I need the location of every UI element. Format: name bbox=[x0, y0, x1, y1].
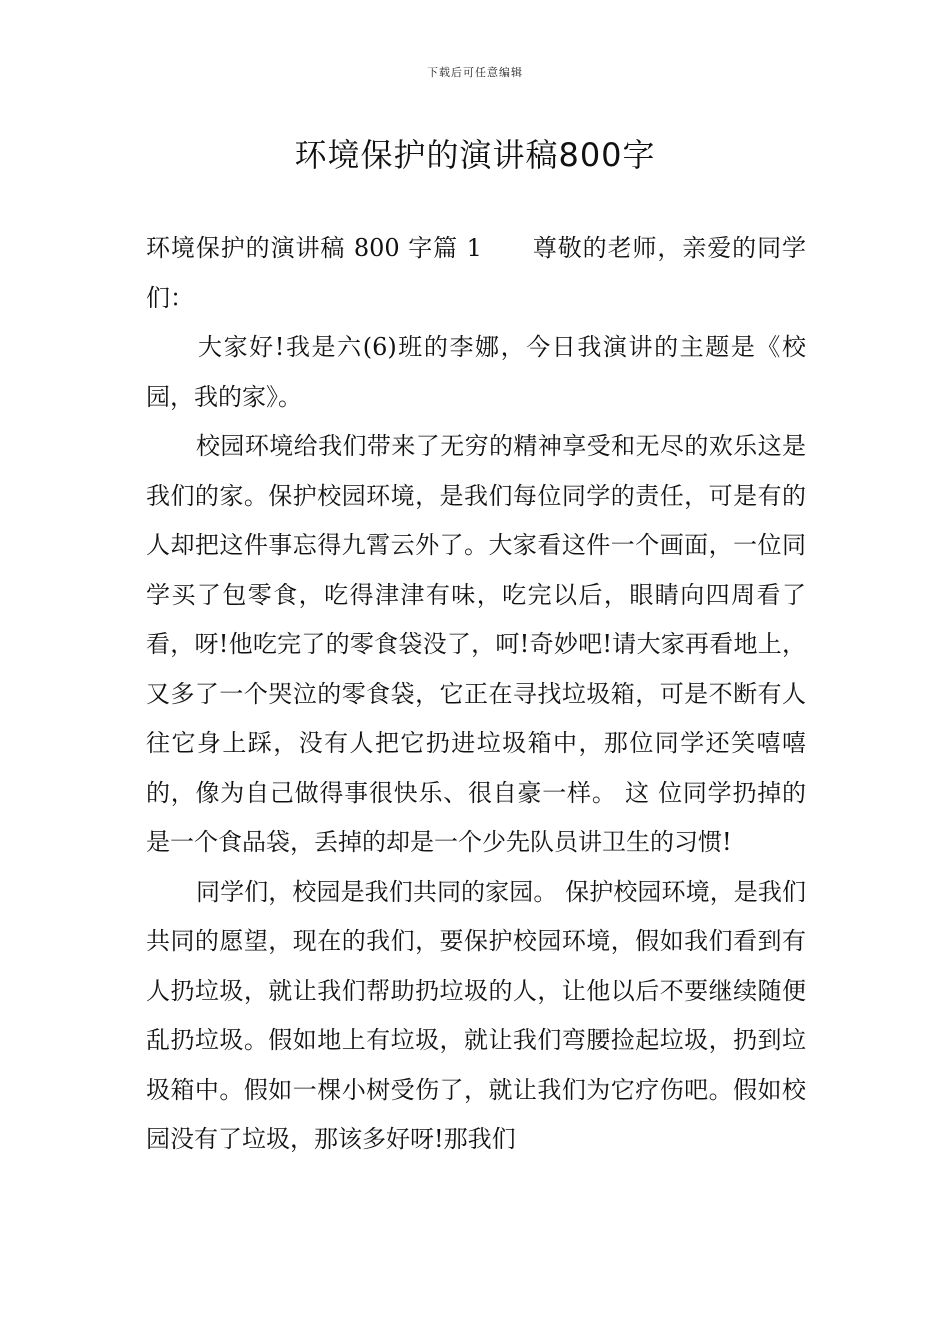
document-title: 环境保护的演讲稿800字 bbox=[294, 136, 656, 174]
section-heading: 环境保护的演讲稿 800 字篇 1 bbox=[146, 234, 482, 262]
greeting-paragraph: 大家好!我是六(6)班的李娜，今日我演讲的主题是《校园，我的家》。 bbox=[146, 333, 806, 411]
opening-paragraph bbox=[146, 224, 806, 323]
header-note: 下载后可任意编辑 bbox=[427, 66, 523, 79]
body-paragraph-1: 校园环境给我们带来了无穷的精神享受和无尽的欢乐这是我们的家。保护校园环境，是我们每位同学的责任，可是有的人却把这件事忘得九霄云外了。大家看这件一个画面，一位同学买了包零食，吃得津津有味，吃完以后，眼睛向四周看了看，呀!他吃完了的零食袋没了，呵!奇妙吧!请大家再看地上，又多了一个哭泣的零食袋，它正在寻找垃圾箱，可是不断有人往它身上踩，没有人把它扔进垃圾箱中，那位同学还笑嘻嘻的，像为自己做得事很快乐、很自豪一样。 这 位同学扔掉的是一个食品袋，丢掉的却是一个少先队员讲卫生的习惯! bbox=[146, 432, 806, 856]
body-paragraph-2: 同学们，校园是我们共同的家园。 保护校园环境，是我们共同的愿望，现在的我们，要保护校园环境，假如我们看到有人扔垃圾，就让我们帮助扔垃圾的人，让他以后不要继续随便乱扔垃圾。假如地上有垃圾，就让我们弯腰捡起垃圾，扔到垃圾箱中。假如一棵小树受伤了，就让我们为它疗伤吧。假如校园没有了垃圾，那该多好呀!那我们 bbox=[146, 877, 806, 1153]
document-body bbox=[146, 224, 806, 1165]
salutation: 尊敬的老师，亲爱的同学们： bbox=[146, 234, 807, 312]
